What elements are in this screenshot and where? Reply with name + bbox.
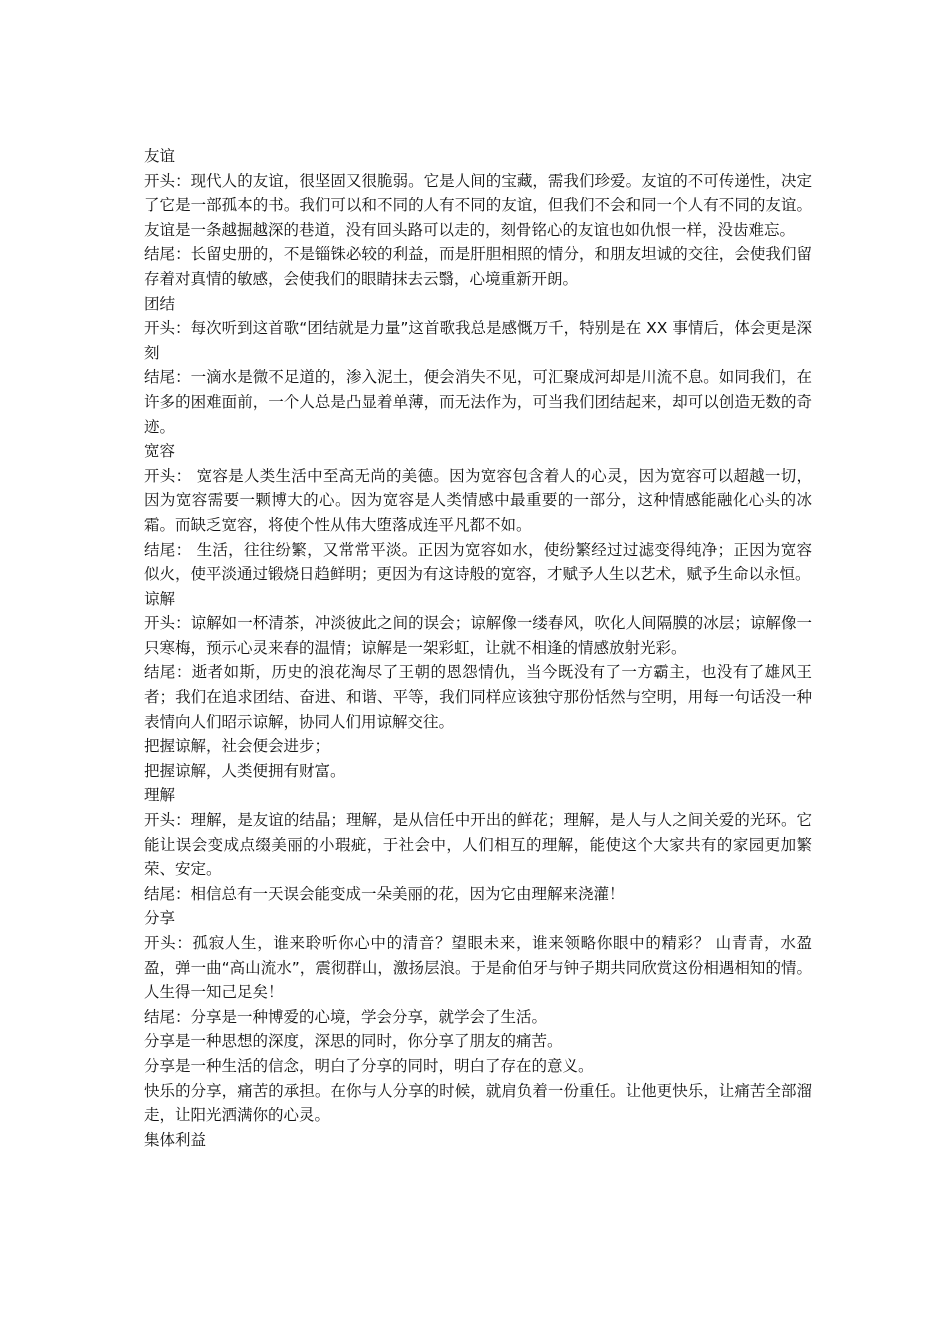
paragraph-unity-ending: 结尾：一滴水是微不足道的，渗入泥土，便会消失不见，可汇聚成河却是川流不息。如同我们，在许多的困难面前，一个人总是凸显着单薄，而无法作为，可当我们团结起来，却可以创造无数的奇迹。 — [144, 368, 812, 436]
section-heading-sharing: 分享 — [144, 909, 176, 928]
section-heading-unity: 团结 — [144, 294, 176, 313]
paragraph-sharing-opening: 开头：孤寂人生，谁来聆听你心中的清音？望眼未来，谁来领略你眼中的精彩？ 山青青，水盈盈，弹一曲“高山流水”，震彻群山，激扬层浪。于是俞伯牙与钟子期共同欣赏这份相遇相知的情。人生得一知己足矣！ — [144, 934, 812, 1002]
paragraph-tolerance-ending: 结尾： 生活，往往纷繁，又常常平淡。正因为宽容如水，使纷繁经过过滤变得纯净；正因为宽容似火，使平淡通过锻烧日趋鲜明；更因为有这诗般的宽容，才赋予人生以艺术，赋予生命以永恒。 — [144, 540, 812, 584]
paragraph-forgiveness-line-2: 把握谅解，人类便拥有财富。 — [144, 761, 346, 780]
paragraph-understanding-ending: 结尾：相信总有一天误会能变成一朵美丽的花，因为它由理解来浇灌！ — [144, 884, 625, 903]
section-heading-understanding: 理解 — [144, 786, 176, 805]
paragraph-forgiveness-opening: 开头：谅解如一杯清茶，冲淡彼此之间的误会；谅解像一缕春风，吹化人间隔膜的冰层；谅解像一只寒梅，预示心灵来春的温情；谅解是一架彩虹，让就不相逢的情感放射光彩。 — [144, 614, 812, 657]
section-heading-collective-interest: 集体利益 — [144, 1130, 207, 1149]
paragraph-understanding-opening: 开头：理解，是友谊的结晶；理解，是从信任中开出的鲜花；理解，是人与人之间关爱的光环。它能让误会变成点缀美丽的小瑕疵，于社会中，人们相互的理解，能使这个大家共有的家园更加繁荣、安定。 — [144, 811, 812, 879]
paragraph-sharing-line-1: 分享是一种思想的深度，深思的同时，你分享了朋友的痛苦。 — [144, 1032, 563, 1051]
paragraph-tolerance-opening: 开头： 宽容是人类生活中至高无尚的美德。因为宽容包含着人的心灵，因为宽容可以超越一切，因为宽容需要一颗博大的心。因为宽容是人类情感中最重要的一部分，这种情感能融化心头的冰霜。而缺乏宽容，将使个性从伟大堕落成连平凡都不如。 — [144, 466, 812, 534]
paragraph-sharing-line-2: 分享是一种生活的信念，明白了分享的同时，明白了存在的意义。 — [144, 1056, 594, 1075]
section-heading-tolerance: 宽容 — [144, 442, 176, 461]
paragraph-unity-opening: 开头：每次听到这首歌“团结就是力量”这首歌我总是感慨万千，特别是在 XX 事情后，体会更是深刻 — [144, 319, 812, 362]
paragraph-forgiveness-ending: 结尾：逝者如斯，历史的浪花淘尽了王朝的恩怨情仇，当今既没有了一方霸主，也没有了雄风王者；我们在追求团结、奋进、和谐、平等，我们同样应该独守那份恬然与空明，用每一句话没一种表情向人们昭示谅解，协同人们用谅解交往。 — [144, 663, 812, 731]
section-heading-forgiveness: 谅解 — [144, 589, 176, 608]
paragraph-sharing-line-3: 快乐的分享，痛苦的承担。在你与人分享的时候，就肩负着一份重任。让他更快乐，让痛苦全部溜走，让阳光洒满你的心灵。 — [144, 1081, 812, 1125]
paragraph-forgiveness-line-1: 把握谅解，社会便会进步； — [144, 737, 331, 756]
paragraph-friendship-ending: 结尾：长留史册的，不是锱铢必较的利益，而是肝胆相照的情分，和朋友坦诚的交往，会使我们留存着对真情的敏感，会使我们的眼睛抹去云翳，心境重新开朗。 — [144, 245, 812, 288]
section-heading-friendship: 友谊 — [144, 147, 176, 165]
paragraph-friendship-opening: 开头：现代人的友谊，很坚固又很脆弱。它是人间的宝藏，需我们珍爱。友谊的不可传递性，决定了它是一部孤本的书。我们可以和不同的人有不同的友谊，但我们不会和同一个人有不同的友谊。友谊是一条越掘越深的巷道，没有回头路可以走的，刻骨铭心的友谊也如仇恨一样，没齿难忘。 — [144, 171, 812, 239]
paragraph-sharing-ending: 结尾：分享是一种博爱的心境，学会分享，就学会了生活。 — [144, 1007, 548, 1026]
document-body — [144, 144, 812, 1152]
